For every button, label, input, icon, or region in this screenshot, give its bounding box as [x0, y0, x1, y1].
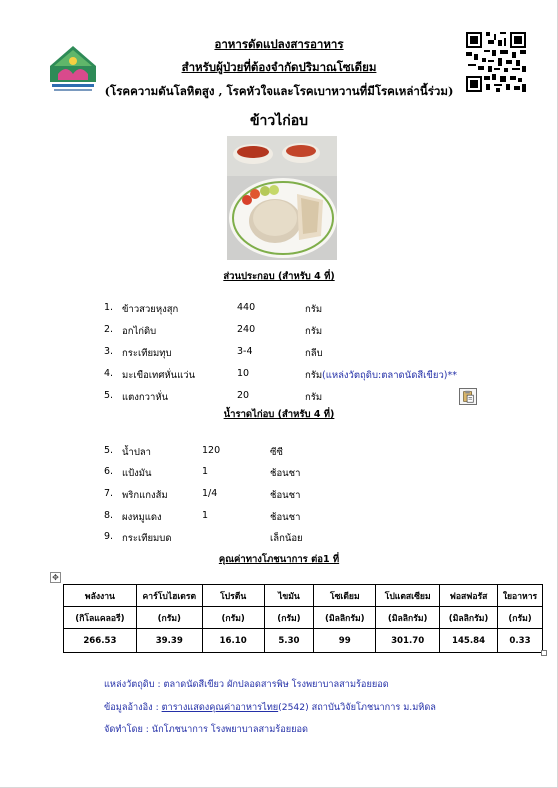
sauce-num: 8. [104, 510, 114, 521]
ingredients-heading: ส่วนประกอบ (สำหรับ 4 ที่) [223, 271, 335, 282]
ingredient-qty: 3-4 [237, 346, 253, 357]
ingredient-qty: 240 [237, 324, 256, 335]
nutrition-heading: คุณค่าทางโภชนาการ ต่อ1 ที่ [218, 554, 340, 565]
ingredient-num: 5. [104, 390, 114, 401]
sauce-num: 9. [104, 531, 114, 542]
sauce-unit: ช้อนชา [270, 468, 301, 479]
sauce-num: 6. [104, 466, 114, 477]
sauce-name: พริกแกงส้ม [122, 490, 168, 501]
sauce-heading: น้ำราดไก่อบ (สำหรับ 4 ที่) [223, 409, 335, 420]
ingredient-unit: กรัม [305, 392, 323, 403]
nutrition-value-cell: 39.39 [136, 629, 202, 653]
nutrition-value-cell: 145.84 [440, 629, 498, 653]
sauce-num: 7. [104, 488, 114, 499]
sauce-qty: 1/4 [202, 488, 218, 499]
ingredient-unit: กรัม [305, 304, 323, 315]
sauce-num: 5. [104, 445, 114, 456]
document-subtitle: สำหรับผู้ป่วยที่ต้องจำกัดปริมาณโซเดียม [181, 60, 377, 74]
sauce-unit: ช้อนชา [270, 512, 301, 523]
nutrition-value-cell: 0.33 [498, 629, 543, 653]
sauce-name: แป้งมัน [122, 468, 152, 479]
footer-reference-suffix: (2542) สถาบันวิจัยโภชนาการ ม.มหิดล [278, 702, 436, 713]
nutrition-table [63, 584, 543, 653]
nutrition-header-cell: ใยอาหาร [498, 585, 543, 607]
nutrition-value-cell: 301.70 [376, 629, 440, 653]
sauce-qty: 120 [202, 445, 221, 456]
sauce-name: น้ำปลา [122, 447, 152, 458]
dish-photo [227, 136, 337, 260]
sauce-name: กระเทียมบด [122, 533, 172, 544]
ingredient-num: 3. [104, 346, 114, 357]
ingredient-unit: กลีบ [305, 348, 323, 359]
nutrition-header-cell: โปแตสเซียม [376, 585, 440, 607]
ingredient-source-note: (แหล่งวัตถุดิบ:ตลาดนัดสีเขียว)** [322, 370, 458, 381]
footer-source: แหล่งวัตถุดิบ : ตลาดนัดสีเขียว ผักปลอดสารพิษ โรงพยาบาลสามร้อยยอด [104, 679, 389, 690]
nutrition-header-cell: คาร์โบไฮเดรต [136, 585, 202, 607]
table-resize-handle[interactable] [541, 650, 547, 656]
nutrition-value-cell: 99 [314, 629, 376, 653]
ingredient-name: ข้าวสวยหุงสุก [122, 304, 179, 315]
nutrition-header-cell: พลังงาน [64, 585, 137, 607]
document-title: อาหารดัดแปลงสารอาหาร [214, 37, 344, 51]
sauce-unit: เล็กน้อย [270, 533, 303, 544]
ingredient-name: อกไก่ดิบ [122, 326, 157, 337]
ingredient-qty: 440 [237, 302, 256, 313]
sauce-unit: ซีซี [270, 447, 283, 458]
nutrition-header-cell: ไขมัน [264, 585, 314, 607]
footer-prepared-by: จัดทำโดย : นักโภชนาการ โรงพยาบาลสามร้อยยอด [104, 724, 308, 735]
nutrition-header-cell: โซเดียม [314, 585, 376, 607]
nutrition-header-cell: ฟอสฟอรัส [440, 585, 498, 607]
nutrition-unit-cell: (กรัม) [498, 607, 543, 629]
ingredient-name: แตงกวาหั่น [122, 392, 169, 403]
dish-name: ข้าวไก่อบ [249, 113, 309, 129]
footer-reference-prefix: ข้อมูลอ้างอิง : [104, 702, 162, 713]
nutrition-unit-cell: (กิโลแคลอรี) [64, 607, 137, 629]
ingredient-qty: 10 [237, 368, 250, 379]
nutrition-value-cell: 266.53 [64, 629, 137, 653]
paste-options-icon[interactable] [459, 388, 477, 405]
sauce-name: ผงหมูแดง [122, 512, 162, 523]
document-subtitle-diseases: (โรคความดันโลหิตสูง , โรคหัวใจและโรคเบาหวานที่มีโรคเหล่านี้ร่วม) [104, 84, 454, 98]
ingredient-name: กระเทียมทุบ [122, 348, 172, 359]
nutrition-unit-cell: (มิลลิกรัม) [440, 607, 498, 629]
ingredient-num: 4. [104, 368, 114, 379]
nutrition-header-cell: โปรตีน [202, 585, 264, 607]
sauce-qty: 1 [202, 466, 209, 477]
nutrition-unit-cell: (กรัม) [136, 607, 202, 629]
footer-reference [104, 700, 436, 715]
sauce-unit: ช้อนชา [270, 490, 301, 501]
nutrition-value-cell: 5.30 [264, 629, 314, 653]
nutrition-unit-cell: (มิลลิกรัม) [376, 607, 440, 629]
sauce-qty: 1 [202, 510, 209, 521]
nutrition-unit-cell: (กรัม) [264, 607, 314, 629]
nutrition-unit-cell: (มิลลิกรัม) [314, 607, 376, 629]
table-move-handle-icon[interactable]: ✥ [50, 572, 61, 583]
ingredient-unit: กรัม [305, 326, 323, 337]
ingredient-qty: 20 [237, 390, 250, 401]
nutrition-value-cell: 16.10 [202, 629, 264, 653]
ingredient-name: มะเขือเทศหั่นแว่น [122, 370, 196, 381]
nutrition-unit-cell: (กรัม) [202, 607, 264, 629]
ingredient-num: 2. [104, 324, 114, 335]
ingredient-unit: กรัม [305, 370, 323, 381]
ingredient-num: 1. [104, 302, 114, 313]
footer-reference-link[interactable]: ตารางแสดงคุณค่าอาหารไทย [161, 702, 279, 713]
